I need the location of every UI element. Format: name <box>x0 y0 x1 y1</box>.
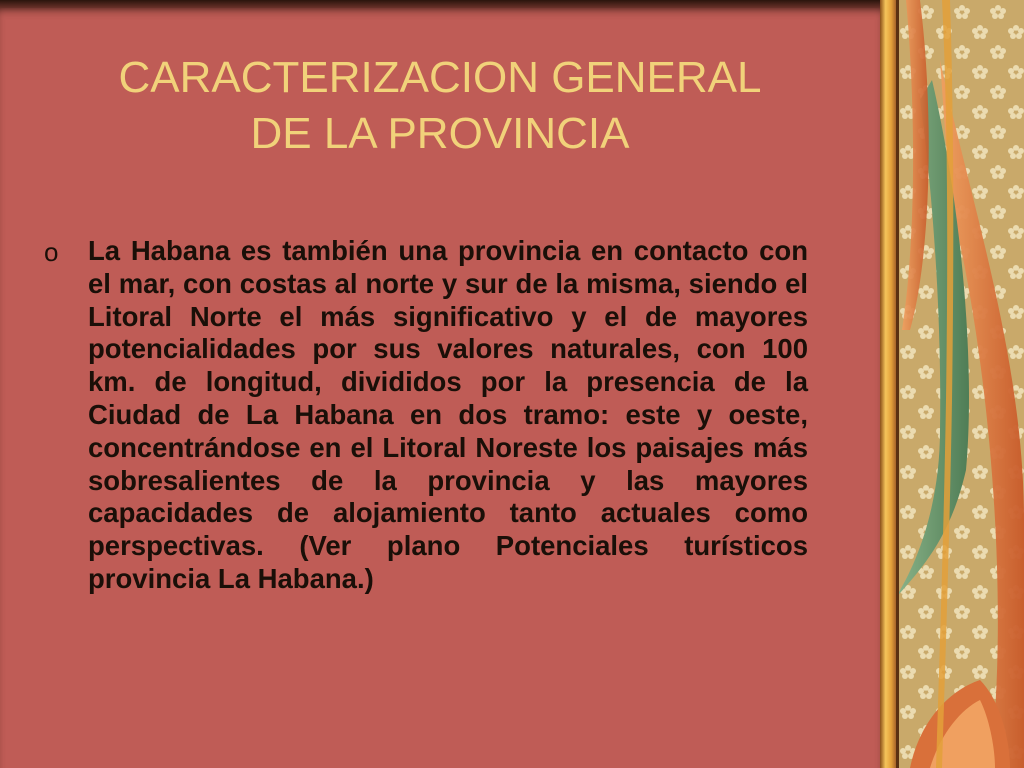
gold-border-inner <box>896 0 899 768</box>
body-paragraph: La Habana es también una provincia en contacto con el mar, con costas al norte y sur de la misma, siendo el Litoral Norte el más significativo y el de mayores potencialidades por sus valores naturales, con 100 km. de longitud, divididos por la presencia de la Ciudad de La Habana en dos tramo: este y oeste, concentrándose en el Litoral Noreste los paisajes más sobresalientes de la provincia y las mayores capacidades de alojamiento tanto actuales como perspectivas. (Ver plano Potenciales turísticos provincia La Habana.) <box>88 235 808 594</box>
gold-border-left <box>880 0 896 768</box>
bullet-marker: o <box>44 237 59 267</box>
top-shadow-bar <box>0 0 880 8</box>
title-line-1: CARACTERIZACION GENERAL <box>118 53 762 102</box>
slide-title <box>0 50 880 162</box>
title-line-2: DE LA PROVINCIA <box>250 109 630 158</box>
side-decoration-panel <box>880 0 1024 768</box>
